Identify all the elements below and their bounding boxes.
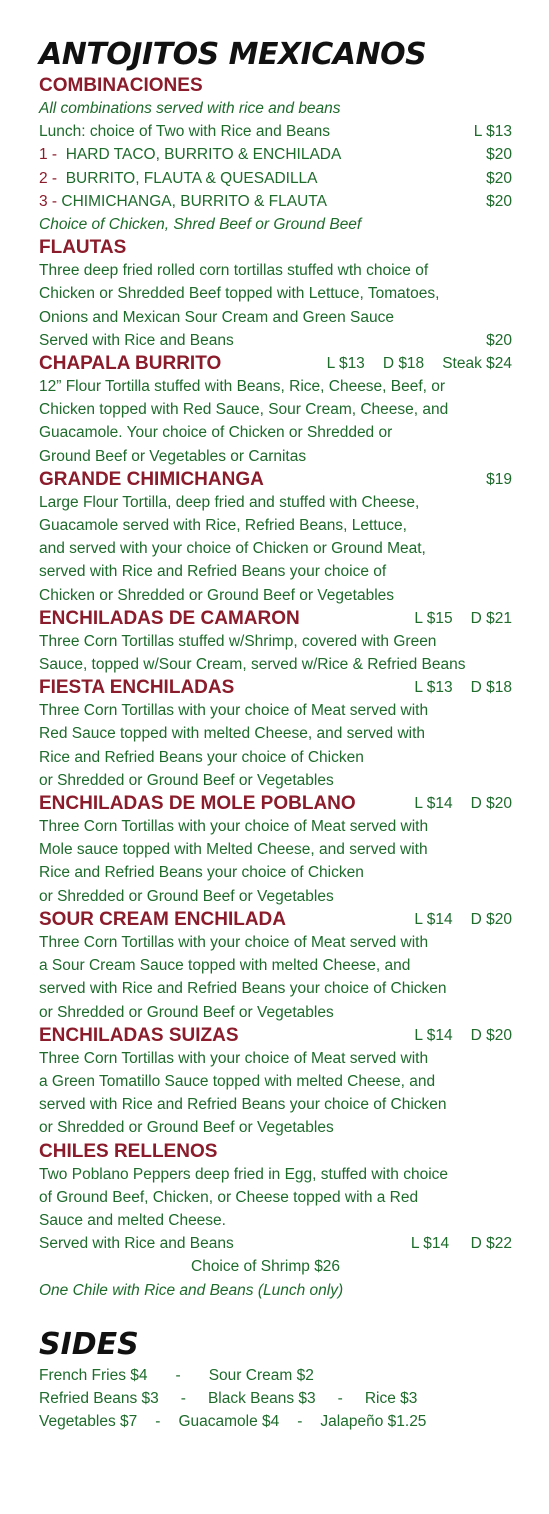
separator: - (180, 1389, 186, 1407)
section-combinaciones (39, 74, 549, 236)
description-line: Chicken or Shredded or Ground Beef or Vegetables (39, 586, 395, 604)
description-line: Rice and Refried Beans your choice of Chicken (39, 748, 364, 766)
side-item: Rice $3 (364, 1389, 418, 1407)
section-fiesta-enchiladas (39, 676, 549, 792)
item-number: 1 - (39, 146, 58, 164)
item-price: $20 (486, 192, 512, 210)
section-title: FLAUTAS (39, 237, 127, 259)
item-number: 2 - (39, 169, 58, 187)
description-line: Sauce, topped w/Sour Cream, served w/Rice & Refried Beans (39, 656, 466, 674)
item-price: $20 (486, 169, 512, 187)
price-lunch: L $14 (414, 1026, 453, 1044)
section-footnote: Choice of Chicken, Shred Beef or Ground Beef (39, 216, 362, 234)
section-title: ENCHILADAS DE MOLE POBLANO (39, 793, 356, 815)
description-line: or Shredded or Ground Beef or Vegetables (39, 771, 334, 789)
shrimp-option: Choice of Shrimp $26 (191, 1258, 341, 1276)
section-title: CHAPALA BURRITO (39, 353, 222, 375)
sides-row (39, 1364, 549, 1387)
menu-item (39, 120, 512, 143)
item-price: $20 (486, 146, 512, 164)
side-item: Refried Beans $3 (39, 1389, 159, 1407)
description-line: or Shredded or Ground Beef or Vegetables (39, 887, 334, 905)
price: $19 (486, 470, 512, 488)
item-text: Lunch: choice of Two with Rice and Beans (39, 123, 330, 141)
menu-title: ANTOJITOS MEXICANOS (39, 37, 427, 72)
menu-item (39, 1232, 512, 1255)
section-sour-cream-enchilada (39, 908, 549, 1024)
description-line: Chicken or Shredded Beef topped with Lettuce, Tomatoes, (39, 285, 440, 303)
section-prices (396, 795, 512, 813)
separator: - (175, 1366, 181, 1384)
item-number: 3 - (39, 192, 58, 210)
description-line: served with Rice and Refried Beans your choice of (39, 563, 387, 581)
sides-row (39, 1387, 549, 1410)
item-text: CHIMICHANGA, BURRITO & FLAUTA (61, 192, 327, 210)
section-note: One Chile with Rice and Beans (Lunch only) (39, 1281, 344, 1299)
section-prices (396, 1027, 512, 1045)
description-line: Guacamole served with Rice, Refried Beans, Lettuce, (39, 517, 407, 535)
price-dinner: D $18 (470, 679, 512, 697)
description-line: and served with your choice of Chicken or Ground Meat, (39, 540, 426, 558)
price-dinner: D $22 (470, 1235, 512, 1253)
item-text: Served with Rice and Beans (39, 331, 234, 349)
section-enchiladas-camaron (39, 607, 549, 676)
sides-title: SIDES (39, 1326, 139, 1362)
section-prices (396, 610, 512, 628)
section-sides (39, 1328, 549, 1434)
section-prices (396, 679, 512, 697)
description-line: Red Sauce topped with melted Cheese, and served with (39, 725, 426, 743)
section-note: All combinations served with rice and beans (39, 100, 341, 117)
section-prices (309, 355, 512, 373)
price-lunch: L $14 (410, 1235, 450, 1253)
description-line: Chicken topped with Red Sauce, Sour Cream, Cheese, and (39, 401, 449, 419)
description-line: a Sour Cream Sauce topped with melted Cheese, and (39, 957, 411, 975)
description-line: Three Corn Tortillas with your choice of Meat served with (39, 702, 429, 720)
description-line: Large Flour Tortilla, deep fried and stuffed with Cheese, (39, 493, 420, 511)
price-dinner: D $21 (470, 609, 512, 627)
price-lunch: L $14 (414, 795, 453, 813)
description-line: Three Corn Tortillas with your choice of Meat served with (39, 818, 429, 836)
description-line: Three Corn Tortillas with your choice of Meat served with (39, 933, 429, 951)
price-lunch: L $13 (414, 679, 453, 697)
side-item: Vegetables $7 (39, 1413, 138, 1431)
side-item: Jalapeño $1.25 (320, 1413, 427, 1431)
section-mole-poblano (39, 792, 549, 908)
section-prices (396, 911, 512, 929)
item-text: HARD TACO, BURRITO & ENCHILADA (65, 146, 342, 164)
section-title: CHILES RELLENOS (39, 1140, 218, 1162)
menu-item (39, 167, 512, 190)
description-line: or Shredded or Ground Beef or Vegetables (39, 1119, 334, 1137)
section-title: SOUR CREAM ENCHILADA (39, 908, 286, 930)
menu-item (39, 329, 512, 352)
description-line: served with Rice and Refried Beans your choice of Chicken (39, 980, 447, 998)
side-item: Guacamole $4 (178, 1413, 280, 1431)
item-price: L $13 (473, 123, 512, 141)
separator: - (297, 1413, 303, 1431)
description-line: Rice and Refried Beans your choice of Chicken (39, 864, 364, 882)
description-line: Two Poblano Peppers deep fried in Egg, stuffed with choice (39, 1165, 449, 1183)
item-text: Served with Rice and Beans (39, 1235, 234, 1253)
description-line: or Shredded or Ground Beef or Vegetables (39, 1003, 334, 1021)
item-price: $20 (486, 331, 512, 349)
section-chapala-burrito (39, 352, 549, 468)
side-item: Sour Cream $2 (208, 1366, 314, 1384)
price-dinner: D $18 (382, 355, 425, 373)
price-lunch: L $15 (414, 609, 453, 627)
description-line: Ground Beef or Vegetables or Carnitas (39, 447, 307, 465)
side-item: French Fries $4 (39, 1366, 148, 1384)
description-line: 12” Flour Tortilla stuffed with Beans, Rice, Cheese, Beef, or (39, 378, 446, 396)
section-chiles-rellenos (39, 1140, 549, 1302)
price-lunch: L $13 (326, 355, 365, 373)
section-title: ENCHILADAS SUIZAS (39, 1024, 239, 1046)
price-dinner: D $20 (470, 795, 512, 813)
menu-item (39, 190, 512, 213)
section-title: ENCHILADAS DE CAMARON (39, 607, 300, 629)
description-line: Three Corn Tortillas with your choice of Meat served with (39, 1049, 429, 1067)
side-item: Black Beans $3 (207, 1389, 316, 1407)
description-line: of Ground Beef, Chicken, or Cheese topped with a Red (39, 1188, 419, 1206)
price-lunch: L $14 (414, 910, 453, 928)
price-dinner: D $20 (470, 910, 512, 928)
description-line: Sauce and melted Cheese. (39, 1211, 226, 1229)
item-text: BURRITO, FLAUTA & QUESADILLA (65, 169, 318, 187)
description-line: Three Corn Tortillas stuffed w/Shrimp, covered with Green (39, 632, 437, 650)
item-prices (411, 1232, 512, 1255)
menu-item (39, 143, 512, 166)
section-grande-chimichanga (39, 468, 549, 607)
separator: - (337, 1389, 343, 1407)
section-flautas (39, 236, 549, 352)
description-line: a Green Tomatillo Sauce topped with melted Cheese, and (39, 1072, 436, 1090)
sides-row (39, 1410, 549, 1433)
price-dinner: D $20 (470, 1026, 512, 1044)
price-steak: Steak $24 (442, 355, 512, 373)
description-line: Three deep fried rolled corn tortillas stuffed wth choice of (39, 262, 429, 280)
description-line: Onions and Mexican Sour Cream and Green Sauce (39, 308, 394, 326)
separator: - (155, 1413, 161, 1431)
description-line: Mole sauce topped with Melted Cheese, and served with (39, 841, 428, 859)
section-title: GRANDE CHIMICHANGA (39, 468, 264, 490)
section-prices (468, 471, 512, 489)
description-line: served with Rice and Refried Beans your choice of Chicken (39, 1096, 447, 1114)
section-enchiladas-suizas (39, 1024, 549, 1140)
description-line: Guacamole. Your choice of Chicken or Shredded or (39, 424, 393, 442)
section-title: COMBINACIONES (39, 75, 203, 96)
section-title: FIESTA ENCHILADAS (39, 677, 235, 699)
